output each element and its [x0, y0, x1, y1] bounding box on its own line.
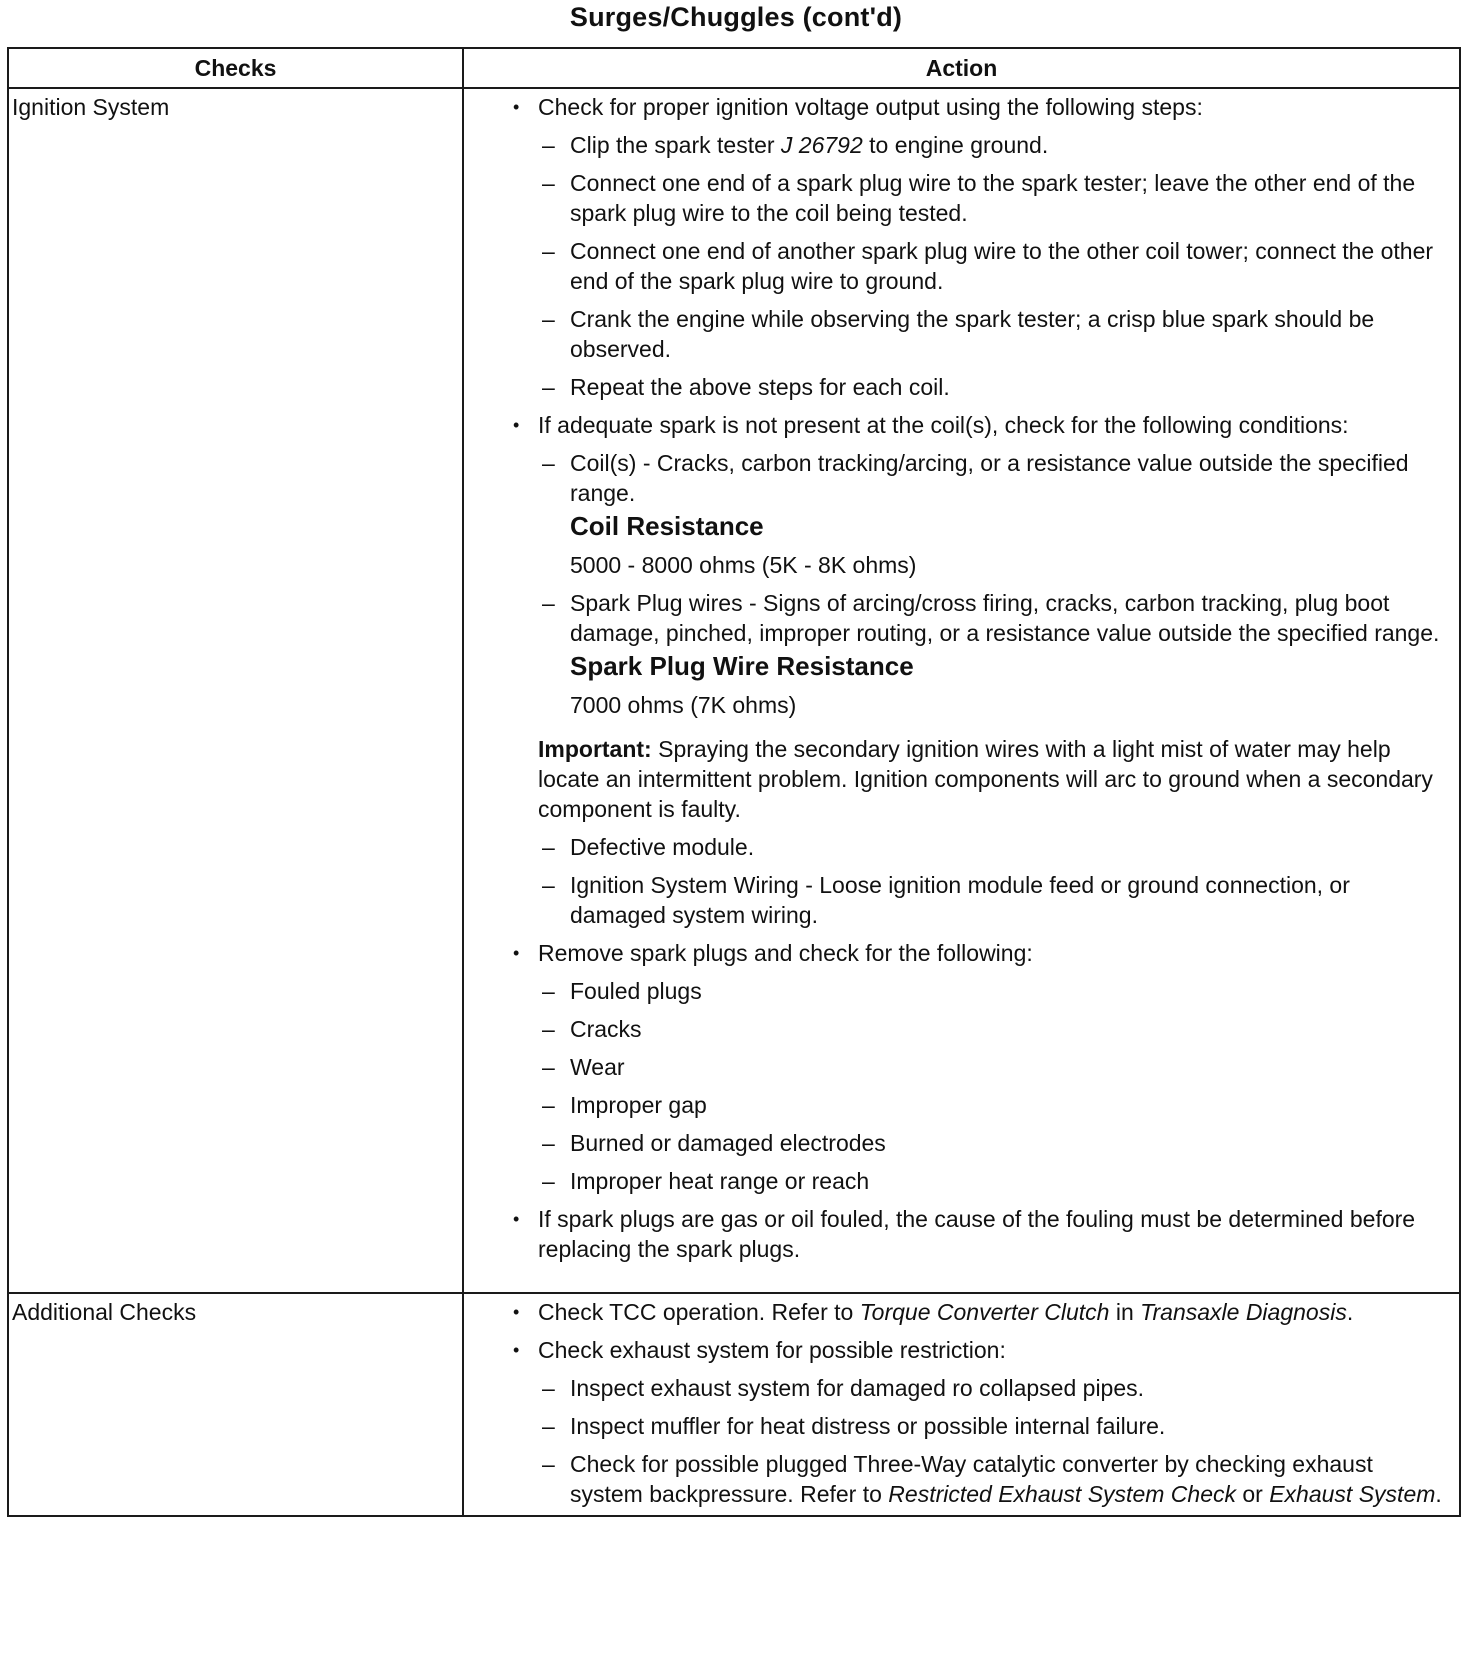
check-cell-additional-checks: Additional Checks [8, 1293, 463, 1516]
reference-link: Torque Converter Clutch [859, 1299, 1110, 1325]
list-item: – Inspect exhaust system for damaged ro collapsed pipes. [464, 1373, 1451, 1403]
table-row [8, 1293, 1460, 1516]
list-item: • If spark plugs are gas or oil fouled, the cause of the fouling must be determined before replacing the spark plugs. [464, 1204, 1451, 1264]
list-item: – Ignition System Wiring - Loose ignition module feed or ground connection, or damaged system wiring. [464, 870, 1451, 930]
list-item: – Clip the spark tester J 26792 to engine ground. [464, 130, 1451, 160]
important-note: Important: Spraying the secondary ignition wires with a light mist of water may help locate an intermittent problem. Ignition components will arc to ground when a secondary component is faulty. [538, 736, 1433, 822]
list-item: – Repeat the above steps for each coil. [464, 372, 1451, 402]
diagnostic-table [7, 47, 1461, 1517]
list-item: – Spark Plug wires - Signs of arcing/cross firing, cracks, carbon tracking, plug boot damage, pinched, improper routing, or a resistance value outside the specified range. [464, 588, 1451, 648]
header-row [8, 48, 1460, 88]
important-label: Important: [538, 736, 652, 762]
reference-link: Restricted Exhaust System Check [888, 1481, 1236, 1507]
spec-heading: Spark Plug Wire Resistance [570, 651, 914, 681]
table-row [8, 88, 1460, 1293]
action-cell-ignition-system [463, 88, 1460, 1293]
list-item: • Check TCC operation. Refer to Torque Converter Clutch in Transaxle Diagnosis. [464, 1297, 1451, 1327]
list-item: – Cracks [464, 1014, 1451, 1044]
list-item: – Fouled plugs [464, 976, 1451, 1006]
list-item: • Remove spark plugs and check for the following: [464, 938, 1451, 968]
list-item: – Improper gap [464, 1090, 1451, 1120]
list-item: – Inspect muffler for heat distress or possible internal failure. [464, 1411, 1451, 1441]
spec-value: 7000 ohms (7K ohms) [570, 692, 797, 718]
list-item: – Burned or damaged electrodes [464, 1128, 1451, 1158]
list-item: – Defective module. [464, 832, 1451, 862]
page-title: Surges/Chuggles (cont'd) [569, 2, 903, 32]
reference-link: Exhaust System [1269, 1481, 1436, 1507]
tool-reference: J 26792 [780, 132, 863, 158]
action-column-header: Action [463, 48, 1460, 88]
list-item: • Check exhaust system for possible restriction: [464, 1335, 1451, 1365]
list-item: – Wear [464, 1052, 1451, 1082]
check-cell-ignition-system: Ignition System [8, 88, 463, 1293]
list-item: • Check for proper ignition voltage output using the following steps: [464, 92, 1451, 122]
spec-heading: Coil Resistance [570, 511, 764, 541]
reference-link: Transaxle Diagnosis [1140, 1299, 1347, 1325]
list-item: – Check for possible plugged Three-Way catalytic converter by checking exhaust system backpressure. Refer to Restricted Exhaust System Check or Exhaust System. [464, 1449, 1451, 1509]
list-item: – Crank the engine while observing the spark tester; a crisp blue spark should be observed. [464, 304, 1451, 364]
spec-value: 5000 - 8000 ohms (5K - 8K ohms) [570, 552, 917, 578]
list-item: – Connect one end of another spark plug wire to the other coil tower; connect the other end of the spark plug wire to ground. [464, 236, 1451, 296]
list-item: – Coil(s) - Cracks, carbon tracking/arcing, or a resistance value outside the specified range. [464, 448, 1451, 508]
list-item: • If adequate spark is not present at the coil(s), check for the following conditions: [464, 410, 1451, 440]
list-item: – Connect one end of a spark plug wire to the spark tester; leave the other end of the spark plug wire to the coil being tested. [464, 168, 1451, 228]
list-item: – Improper heat range or reach [464, 1166, 1451, 1196]
checks-column-header: Checks [8, 48, 463, 88]
action-cell-additional-checks [463, 1293, 1460, 1516]
